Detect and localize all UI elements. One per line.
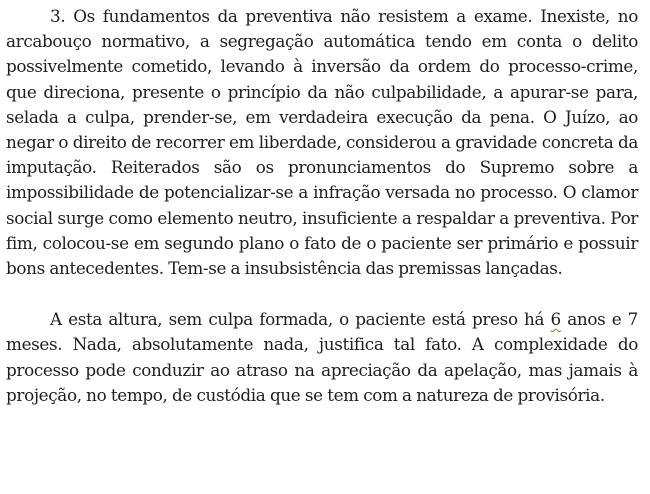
paragraph-prisao-end: anos e 7 meses. Nada, absolutamente nada, justifica tal fato. A complexidade do processo pode conduzir ao atraso na apreciação da apelação, mas jamais à projeção, no tempo, de custódia que se tem com a natureza de provisória. xyxy=(6,309,638,405)
spellcheck-flagged-number: 6 xyxy=(550,309,561,330)
paragraph-spacer xyxy=(6,281,638,307)
paragraph-prisao-start: A esta altura, sem culpa formada, o paciente está preso há xyxy=(50,309,551,330)
document-page xyxy=(6,4,638,408)
paragraph-prisao xyxy=(6,307,638,408)
paragraph-fundamentos: 3. Os fundamentos da preventiva não resistem a exame. Inexiste, no arcabouço normativo, a segregação automática tendo em conta o delito possivelmente cometido, levando à inversão da ordem do processo-crime, que direciona, presente o princípio da não culpabilidade, a apurar-se para, selada a culpa, prender-se, em verdadeira execução da pena. O Juízo, ao negar o direito de recorrer em liberdade, considerou a gravidade concreta da imputação. Reiterados são os pronunciamentos do Supremo sobre a impossibilidade de potencializar-se a infração versada no processo. O clamor social surge como elemento neutro, insuficiente a respaldar a preventiva. Por fim, colocou-se em segundo plano o fato de o paciente ser primário e possuir bons antecedentes. Tem-se a insubsistência das premissas lançadas. xyxy=(6,6,638,279)
